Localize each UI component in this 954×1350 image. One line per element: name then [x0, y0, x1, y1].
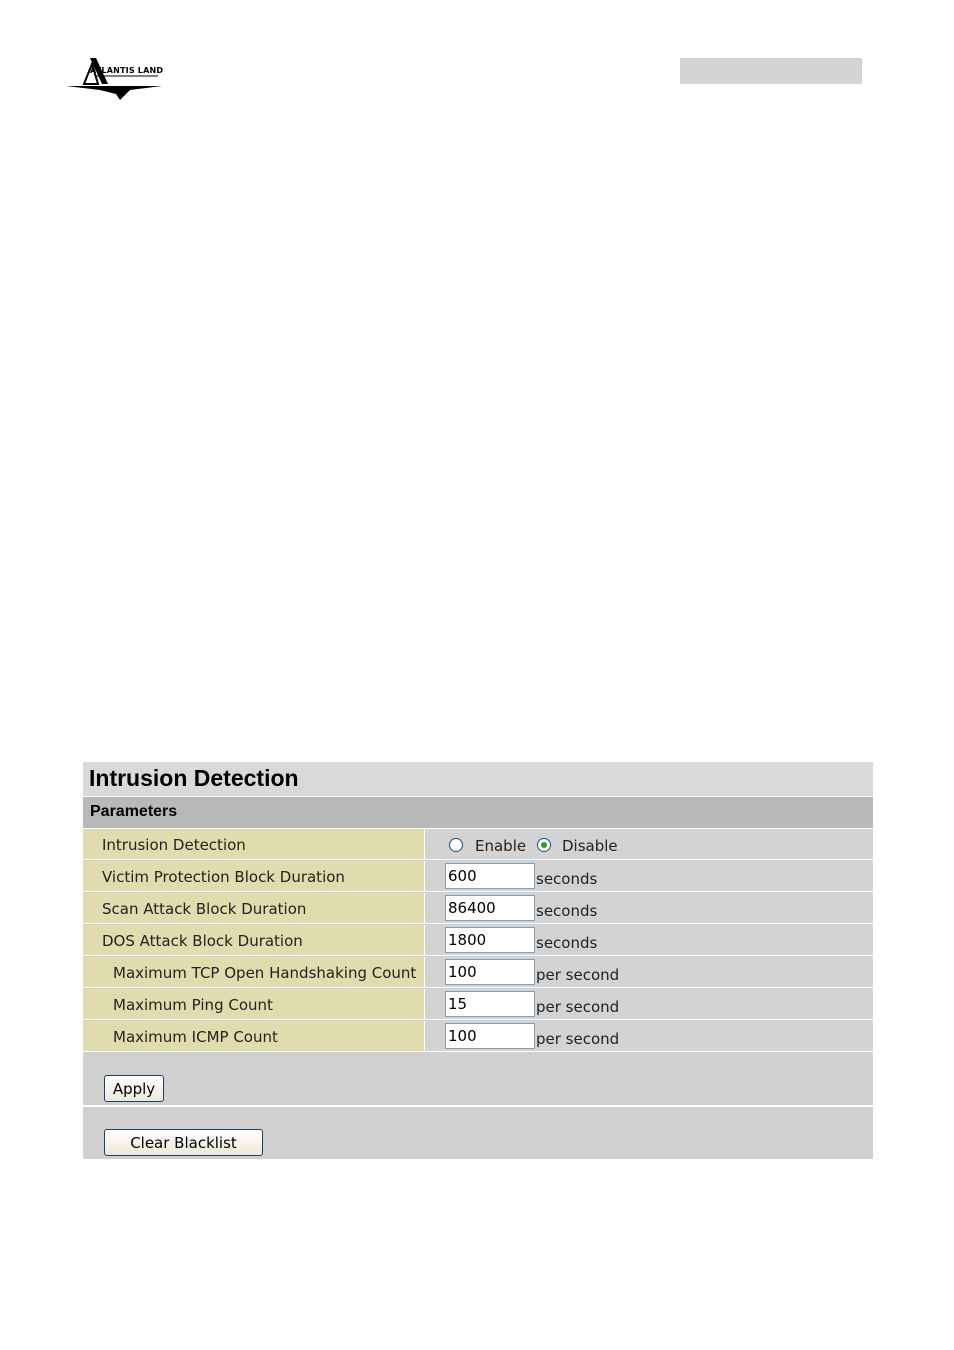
row-scan-attack: [83, 893, 873, 924]
atlantis-land-logo: [62, 54, 166, 102]
clear-blacklist-button[interactable]: Clear Blacklist: [104, 1129, 263, 1156]
logo-text: ATLANTIS LAND: [90, 66, 164, 75]
row-label: Maximum Ping Count: [113, 996, 273, 1014]
max-tcp-input[interactable]: 100: [445, 959, 535, 985]
unit-label: seconds: [536, 902, 598, 920]
unit-label: seconds: [536, 870, 598, 888]
row-victim-protection: [83, 861, 873, 892]
unit-label: per second: [536, 966, 620, 984]
apply-button[interactable]: Apply: [104, 1075, 164, 1102]
row-max-ping: [83, 989, 873, 1020]
row-label: Maximum TCP Open Handshaking Count: [113, 964, 417, 982]
disable-radio-label[interactable]: Disable: [562, 837, 618, 855]
section-title: Parameters: [90, 803, 178, 820]
clear-row: [83, 1107, 873, 1159]
row-label: Victim Protection Block Duration: [102, 868, 345, 886]
row-label: Intrusion Detection: [102, 836, 246, 854]
unit-label: per second: [536, 998, 620, 1016]
victim-protection-input[interactable]: 600: [445, 863, 535, 889]
row-intrusion-detection: [83, 829, 873, 860]
apply-row: [83, 1053, 873, 1105]
page-title: Intrusion Detection: [89, 765, 299, 791]
row-max-icmp: [83, 1021, 873, 1052]
section-header: [83, 797, 873, 829]
disable-radio[interactable]: [537, 838, 551, 852]
max-icmp-input[interactable]: 100: [445, 1023, 535, 1049]
panel-title-bar: [83, 762, 873, 797]
unit-label: seconds: [536, 934, 598, 952]
max-ping-input[interactable]: 15: [445, 991, 535, 1017]
dos-attack-input[interactable]: 1800: [445, 927, 535, 953]
intrusion-detection-panel: [83, 762, 873, 1159]
row-dos-attack: [83, 925, 873, 956]
scan-attack-input[interactable]: 86400: [445, 895, 535, 921]
row-label: Scan Attack Block Duration: [102, 900, 307, 918]
row-label: Maximum ICMP Count: [113, 1028, 278, 1046]
row-max-tcp: [83, 957, 873, 988]
row-label: DOS Attack Block Duration: [102, 932, 303, 950]
header-bar: [680, 58, 862, 84]
unit-label: per second: [536, 1030, 620, 1048]
enable-radio[interactable]: [449, 838, 463, 852]
enable-radio-label[interactable]: Enable: [475, 837, 527, 855]
